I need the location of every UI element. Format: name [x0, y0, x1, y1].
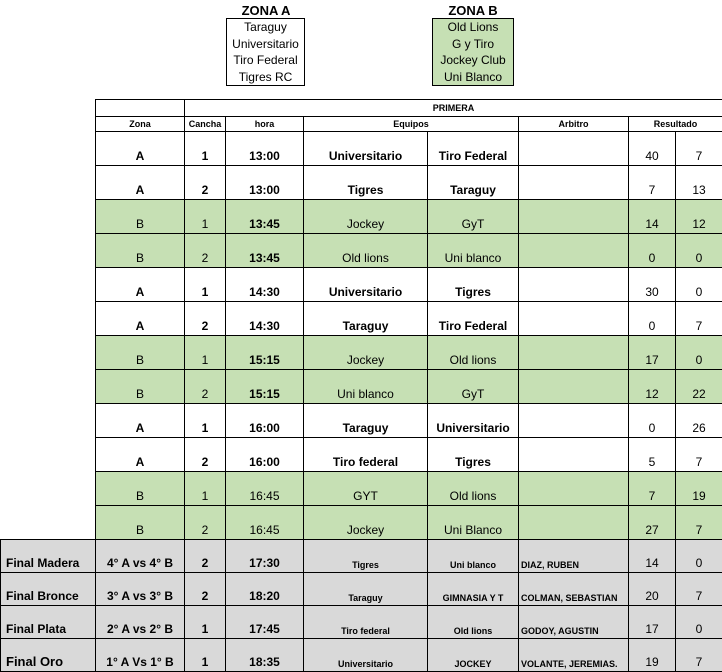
final-referee: DIAZ, RUBEN: [519, 540, 629, 573]
match-score-2: 0: [676, 336, 722, 370]
match-team-2: Uni blanco: [428, 234, 519, 268]
match-team-2: Old lions: [428, 336, 519, 370]
match-team-2: Old lions: [428, 472, 519, 506]
match-court: 2: [185, 370, 226, 404]
match-score-1: 0: [629, 404, 676, 438]
match-score-1: 17: [629, 336, 676, 370]
match-team-2: Universitario: [428, 404, 519, 438]
blank-cell: [1, 472, 96, 506]
blank-cell: [1, 268, 96, 302]
final-score-2: 7: [676, 639, 722, 672]
header-cancha: Cancha: [185, 117, 226, 132]
match-team-1: Universitario: [304, 268, 428, 302]
match-team-1: GYT: [304, 472, 428, 506]
header-equipos: Equipos: [304, 117, 519, 132]
zone-a-team: Tiro Federal: [227, 52, 304, 69]
match-court: 2: [185, 506, 226, 540]
match-zone: A: [96, 404, 185, 438]
final-matchup: 4° A vs 4° B: [96, 540, 185, 573]
match-score-2: 7: [676, 506, 722, 540]
match-score-2: 12: [676, 200, 722, 234]
match-court: 1: [185, 132, 226, 166]
fixture-table: [0, 99, 722, 672]
match-score-2: 7: [676, 302, 722, 336]
final-time: 17:30: [226, 540, 304, 573]
match-team-1: Uni blanco: [304, 370, 428, 404]
final-team-1: Taraguy: [304, 573, 428, 606]
final-team-1: Tigres: [304, 540, 428, 573]
section-header-row: [1, 100, 722, 117]
final-time: 18:20: [226, 573, 304, 606]
final-court: 2: [185, 573, 226, 606]
match-team-1: Taraguy: [304, 404, 428, 438]
match-score-1: 7: [629, 166, 676, 200]
match-score-1: 12: [629, 370, 676, 404]
final-row: [1, 639, 722, 672]
final-matchup: 3° A vs 3° B: [96, 573, 185, 606]
match-score-2: 7: [676, 132, 722, 166]
section-title: PRIMERA: [185, 100, 722, 117]
match-score-1: 0: [629, 234, 676, 268]
final-name: Final Plata: [1, 606, 96, 639]
header-resultado: Resultado: [629, 117, 722, 132]
match-referee: [519, 166, 629, 200]
blank-cell: [1, 100, 96, 117]
final-score-1: 14: [629, 540, 676, 573]
final-team-2: JOCKEY: [428, 639, 519, 672]
match-row: [1, 404, 722, 438]
match-referee: [519, 234, 629, 268]
blank-cell: [1, 336, 96, 370]
match-team-2: GyT: [428, 200, 519, 234]
match-referee: [519, 404, 629, 438]
match-zone: A: [96, 438, 185, 472]
zone-a-team: Taraguy: [227, 19, 304, 36]
final-score-1: 17: [629, 606, 676, 639]
match-team-2: Tigres: [428, 438, 519, 472]
match-row: [1, 268, 722, 302]
blank-cell: [1, 438, 96, 472]
blank-cell: [1, 200, 96, 234]
match-zone: A: [96, 166, 185, 200]
match-row: [1, 438, 722, 472]
match-score-1: 5: [629, 438, 676, 472]
match-row: [1, 166, 722, 200]
match-team-2: GyT: [428, 370, 519, 404]
header-zona: Zona: [96, 117, 185, 132]
match-court: 1: [185, 472, 226, 506]
final-time: 18:35: [226, 639, 304, 672]
match-team-2: Uni Blanco: [428, 506, 519, 540]
match-court: 2: [185, 302, 226, 336]
match-score-1: 0: [629, 302, 676, 336]
match-court: 1: [185, 268, 226, 302]
zone-b-team-list: [432, 18, 514, 86]
match-referee: [519, 370, 629, 404]
final-referee: GODOY, AGUSTIN: [519, 606, 629, 639]
match-team-2: Tigres: [428, 268, 519, 302]
match-time: 14:30: [226, 268, 304, 302]
zone-a-title: ZONA A: [226, 3, 306, 18]
match-score-1: 14: [629, 200, 676, 234]
zone-a-team: Universitario: [227, 36, 304, 53]
match-score-2: 0: [676, 234, 722, 268]
match-row: [1, 472, 722, 506]
match-zone: B: [96, 370, 185, 404]
match-zone: A: [96, 302, 185, 336]
match-time: 13:00: [226, 166, 304, 200]
match-team-1: Jockey: [304, 336, 428, 370]
final-score-2: 7: [676, 573, 722, 606]
final-team-1: Tiro federal: [304, 606, 428, 639]
match-zone: B: [96, 200, 185, 234]
zone-b-team: G y Tiro: [433, 36, 513, 53]
match-row: [1, 506, 722, 540]
final-team-1: Universitario: [304, 639, 428, 672]
match-team-2: Taraguy: [428, 166, 519, 200]
match-score-1: 7: [629, 472, 676, 506]
match-row: [1, 200, 722, 234]
zone-a-team-list: [226, 18, 305, 86]
final-name: Final Madera: [1, 540, 96, 573]
match-court: 1: [185, 404, 226, 438]
match-zone: B: [96, 336, 185, 370]
final-referee: COLMAN, SEBASTIAN: [519, 573, 629, 606]
match-team-1: Jockey: [304, 200, 428, 234]
match-time: 13:45: [226, 200, 304, 234]
match-score-1: 40: [629, 132, 676, 166]
column-header-row: [1, 117, 722, 132]
match-zone: B: [96, 506, 185, 540]
match-zone: A: [96, 268, 185, 302]
match-court: 2: [185, 438, 226, 472]
blank-cell: [1, 234, 96, 268]
match-score-2: 19: [676, 472, 722, 506]
match-court: 2: [185, 234, 226, 268]
match-score-2: 22: [676, 370, 722, 404]
final-matchup: 1° A Vs 1° B: [96, 639, 185, 672]
match-team-1: Taraguy: [304, 302, 428, 336]
match-time: 16:45: [226, 506, 304, 540]
match-row: [1, 302, 722, 336]
match-score-2: 7: [676, 438, 722, 472]
match-team-1: Tigres: [304, 166, 428, 200]
final-court: 2: [185, 540, 226, 573]
match-zone: B: [96, 234, 185, 268]
match-referee: [519, 336, 629, 370]
match-team-2: Tiro Federal: [428, 302, 519, 336]
match-team-1: Old lions: [304, 234, 428, 268]
match-referee: [519, 472, 629, 506]
blank-cell: [1, 506, 96, 540]
blank-cell: [96, 100, 185, 117]
match-team-2: Tiro Federal: [428, 132, 519, 166]
match-row: [1, 370, 722, 404]
zone-a-team: Tigres RC: [227, 69, 304, 86]
zone-b-title: ZONA B: [432, 3, 514, 18]
match-referee: [519, 268, 629, 302]
final-court: 1: [185, 606, 226, 639]
match-time: 16:00: [226, 404, 304, 438]
match-zone: B: [96, 472, 185, 506]
match-score-2: 13: [676, 166, 722, 200]
blank-cell: [1, 117, 96, 132]
match-team-1: Tiro federal: [304, 438, 428, 472]
zone-b-team: Jockey Club: [433, 52, 513, 69]
header-hora: hora: [226, 117, 304, 132]
final-name: Final Bronce: [1, 573, 96, 606]
match-score-2: 26: [676, 404, 722, 438]
match-time: 16:45: [226, 472, 304, 506]
match-referee: [519, 200, 629, 234]
header-arbitro: Arbitro: [519, 117, 629, 132]
final-score-2: 0: [676, 540, 722, 573]
final-time: 17:45: [226, 606, 304, 639]
match-referee: [519, 132, 629, 166]
final-row: [1, 540, 722, 573]
blank-cell: [1, 302, 96, 336]
match-court: 1: [185, 200, 226, 234]
match-referee: [519, 438, 629, 472]
blank-cell: [1, 166, 96, 200]
final-row: [1, 573, 722, 606]
final-score-1: 19: [629, 639, 676, 672]
final-team-2: Old lions: [428, 606, 519, 639]
blank-cell: [1, 370, 96, 404]
match-court: 1: [185, 336, 226, 370]
match-referee: [519, 506, 629, 540]
match-zone: A: [96, 132, 185, 166]
final-score-2: 0: [676, 606, 722, 639]
match-row: [1, 132, 722, 166]
match-score-1: 27: [629, 506, 676, 540]
final-score-1: 20: [629, 573, 676, 606]
match-time: 15:15: [226, 336, 304, 370]
blank-cell: [1, 132, 96, 166]
match-referee: [519, 302, 629, 336]
final-referee: VOLANTE, JEREMIAS.: [519, 639, 629, 672]
zone-b-team: Old Lions: [433, 19, 513, 36]
zone-b-team: Uni Blanco: [433, 69, 513, 86]
match-time: 15:15: [226, 370, 304, 404]
match-time: 16:00: [226, 438, 304, 472]
final-matchup: 2° A vs 2° B: [96, 606, 185, 639]
match-time: 13:45: [226, 234, 304, 268]
final-name: Final Oro: [1, 639, 96, 672]
match-row: [1, 336, 722, 370]
match-court: 2: [185, 166, 226, 200]
final-team-2: Uni blanco: [428, 540, 519, 573]
match-score-2: 0: [676, 268, 722, 302]
match-team-1: Universitario: [304, 132, 428, 166]
match-team-1: Jockey: [304, 506, 428, 540]
match-score-1: 30: [629, 268, 676, 302]
match-time: 14:30: [226, 302, 304, 336]
final-court: 1: [185, 639, 226, 672]
final-team-2: GIMNASIA Y T: [428, 573, 519, 606]
blank-cell: [1, 404, 96, 438]
match-row: [1, 234, 722, 268]
match-time: 13:00: [226, 132, 304, 166]
final-row: [1, 606, 722, 639]
